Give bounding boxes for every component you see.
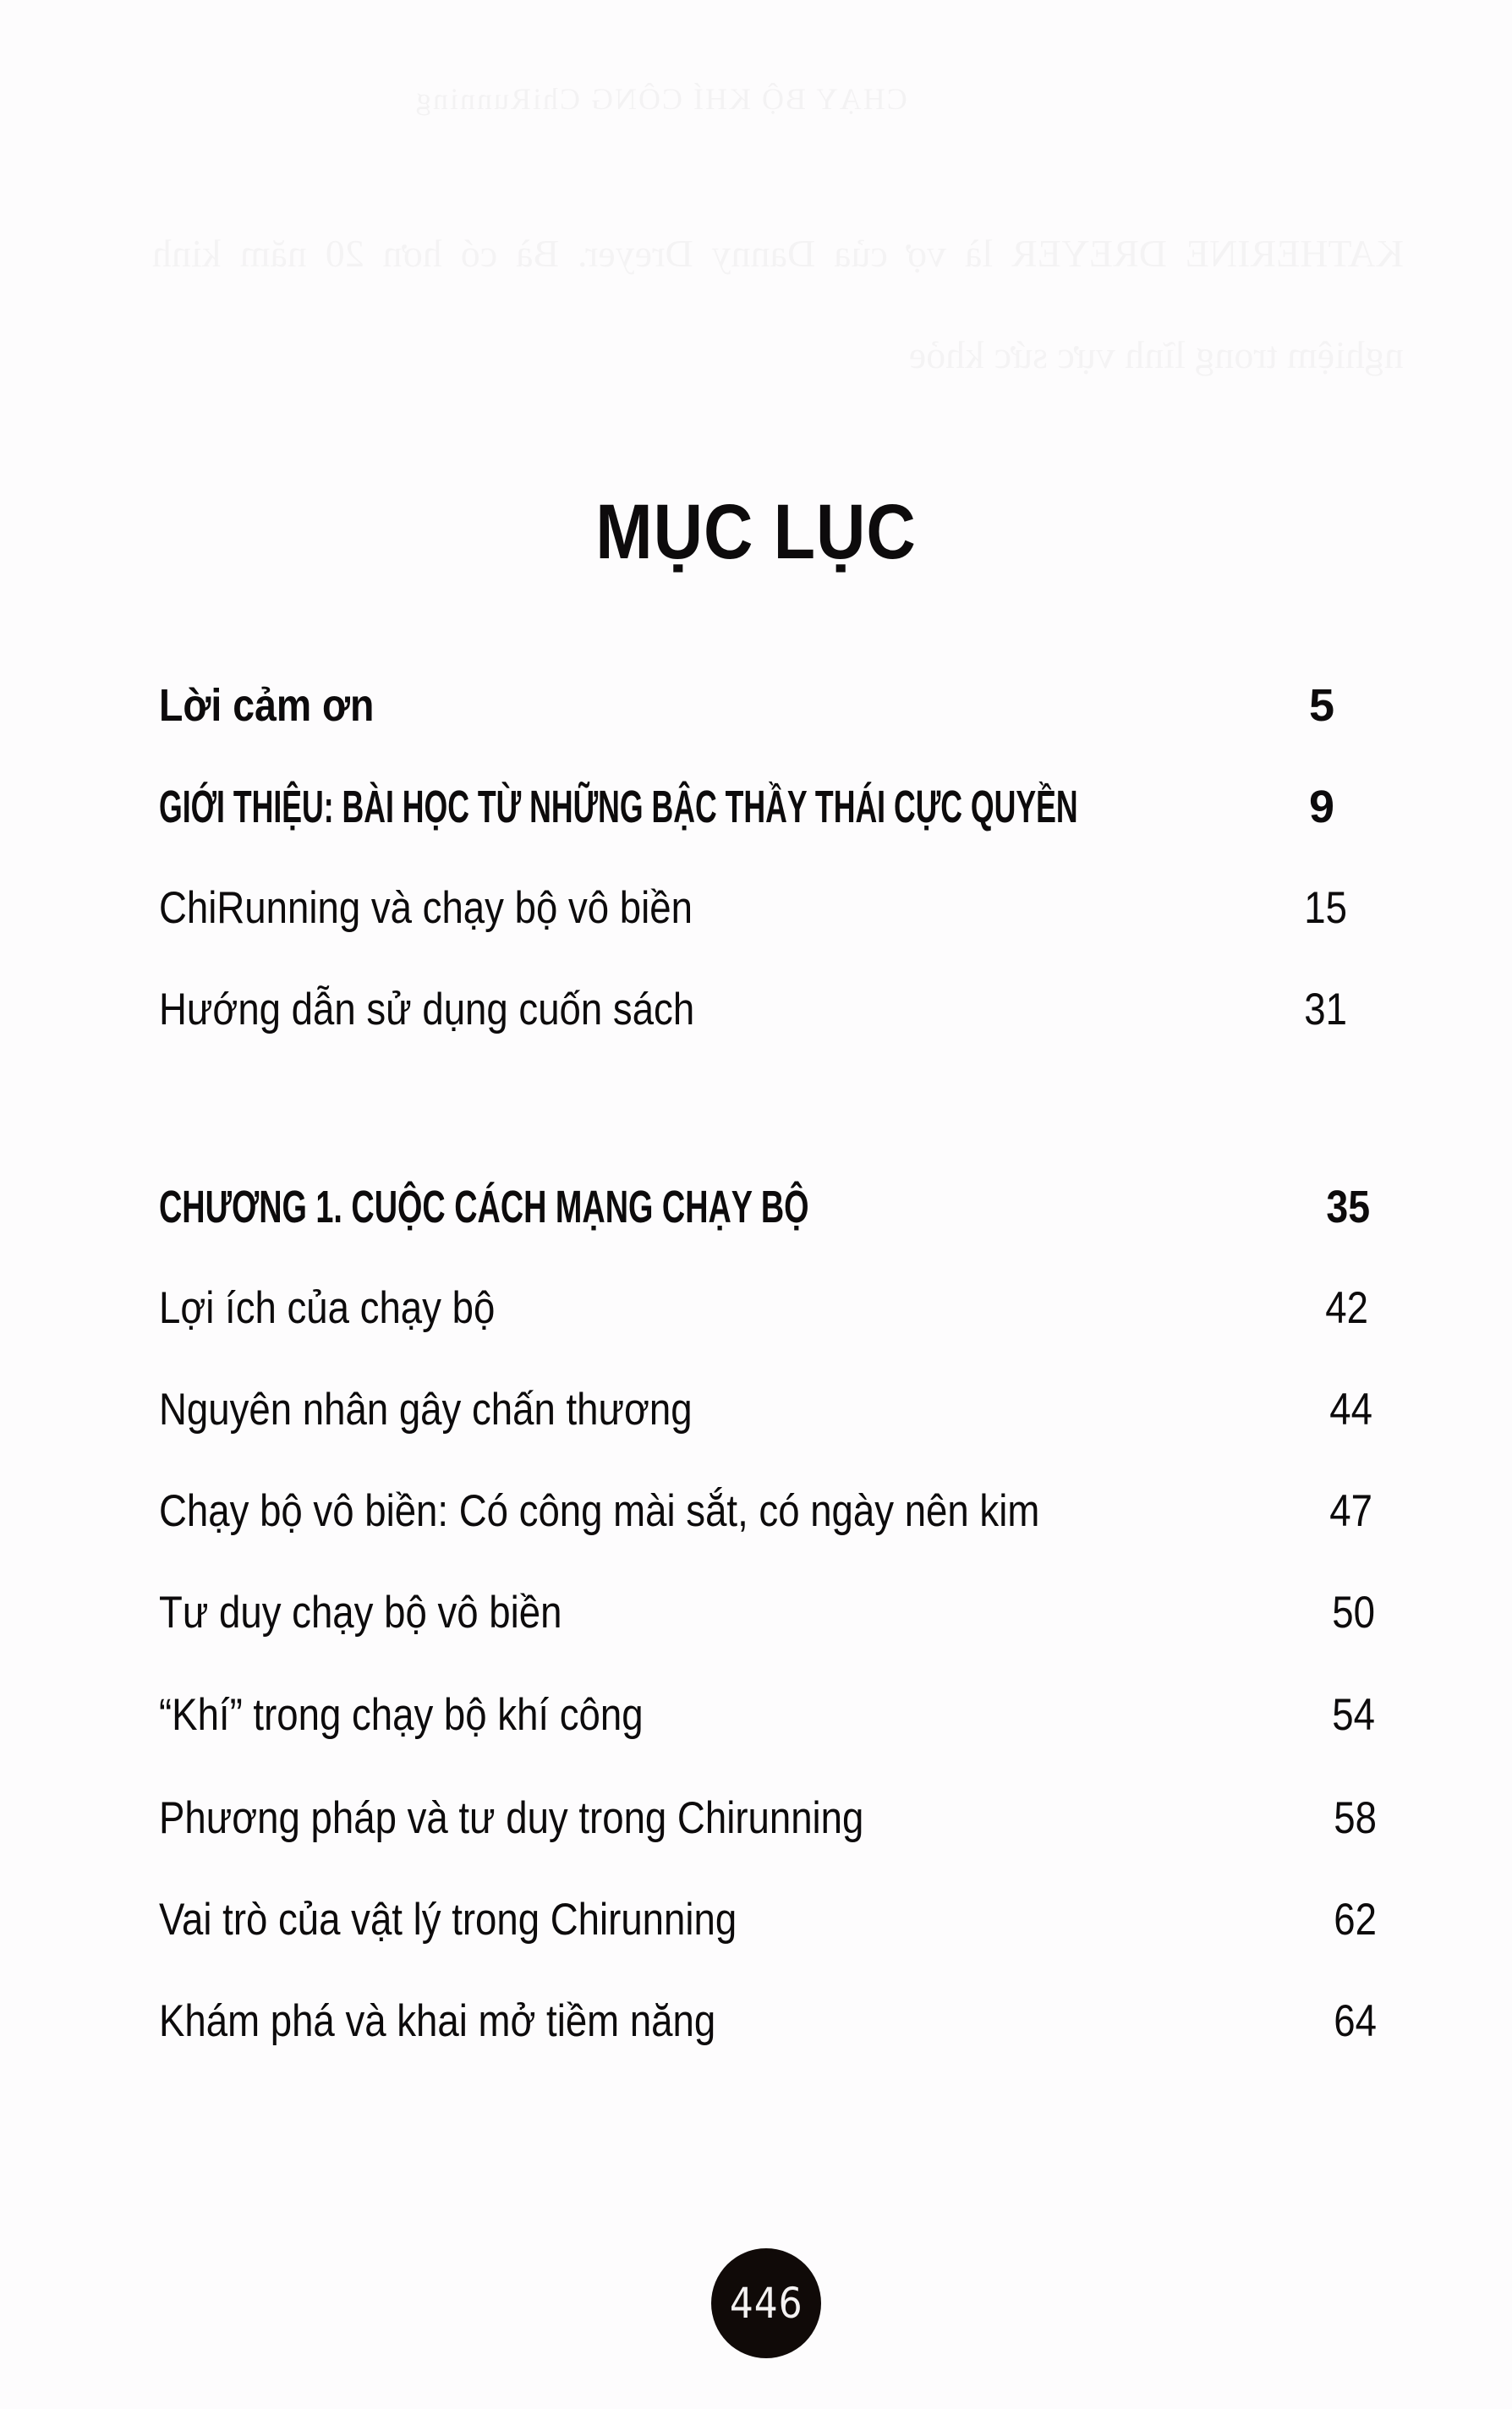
- toc-entry[interactable]: [159, 1280, 1377, 1347]
- toc-entry-title: Tư duy chạy bộ vô biền: [159, 1588, 562, 1638]
- toc-entry-title: GIỚI THIỆU: BÀI HỌC TỪ NHỮNG BẬC THẦY THÁI CỰC QUYỀN: [159, 782, 1078, 832]
- toc-entry[interactable]: [159, 1178, 1377, 1246]
- toc-entry-title: Khám phá và khai mở tiềm năng: [159, 1996, 716, 2046]
- toc-entry-title: Hướng dẫn sử dụng cuốn sách: [159, 985, 695, 1034]
- toc-entry-title: ChiRunning và chạy bộ vô biền: [159, 883, 693, 933]
- page-number: 446: [729, 2279, 803, 2328]
- toc-entry-title: Phương pháp và tư duy trong Chirunning: [159, 1793, 864, 1843]
- toc-entry-title: CHƯƠNG 1. CUỘC CÁCH MẠNG CHẠY BỘ: [159, 1182, 809, 1232]
- toc-entry-page: 58: [1334, 1793, 1377, 1843]
- toc-entry-title: Chạy bộ vô biền: Có công mài sắt, có ngày nên kim: [159, 1486, 1040, 1536]
- toc-entry[interactable]: [159, 880, 1377, 947]
- toc-entry-page: 31: [1304, 985, 1347, 1034]
- bleed-through-text: [152, 203, 1404, 406]
- toc-entry-page: 44: [1329, 1385, 1372, 1435]
- toc-entry-page: 35: [1326, 1182, 1370, 1232]
- toc-entry-title: “Khí” trong chạy bộ khí công: [159, 1690, 644, 1740]
- toc-entry-page: 47: [1329, 1486, 1372, 1536]
- page-number-badge: [711, 2248, 821, 2358]
- toc-entry[interactable]: [159, 1993, 1377, 2061]
- toc-entry-title: Lợi ích của chạy bộ: [159, 1283, 496, 1333]
- toc-entry-page: 5: [1308, 680, 1334, 731]
- page-title: MỤC LỤC: [595, 488, 917, 575]
- toc-entry-page: 15: [1304, 883, 1347, 933]
- toc-entry[interactable]: [159, 778, 1377, 846]
- toc-entry-title: Vai trò của vật lý trong Chirunning: [159, 1895, 737, 1945]
- toc-entry[interactable]: [159, 677, 1377, 744]
- toc-entry-page: 9: [1308, 782, 1334, 832]
- toc-entry-page: 42: [1325, 1283, 1368, 1333]
- toc-entry[interactable]: [159, 1584, 1377, 1652]
- toc-entry-page: 62: [1334, 1895, 1377, 1945]
- bleed-through-header: [414, 81, 907, 117]
- toc-entry-page: 50: [1332, 1588, 1375, 1638]
- toc-entry-title: Lời cảm ơn: [159, 680, 375, 731]
- toc-entry-page: 54: [1332, 1690, 1375, 1740]
- toc-entry[interactable]: [159, 1483, 1377, 1550]
- toc-entry[interactable]: [159, 1790, 1377, 1858]
- toc-entry[interactable]: [159, 1687, 1377, 1754]
- toc-entry[interactable]: [159, 1381, 1377, 1449]
- toc-entry-page: 64: [1334, 1996, 1377, 2046]
- toc-entry[interactable]: [159, 981, 1377, 1049]
- toc-entry-title: Nguyên nhân gây chấn thương: [159, 1385, 693, 1435]
- toc-entry[interactable]: [159, 1891, 1377, 1959]
